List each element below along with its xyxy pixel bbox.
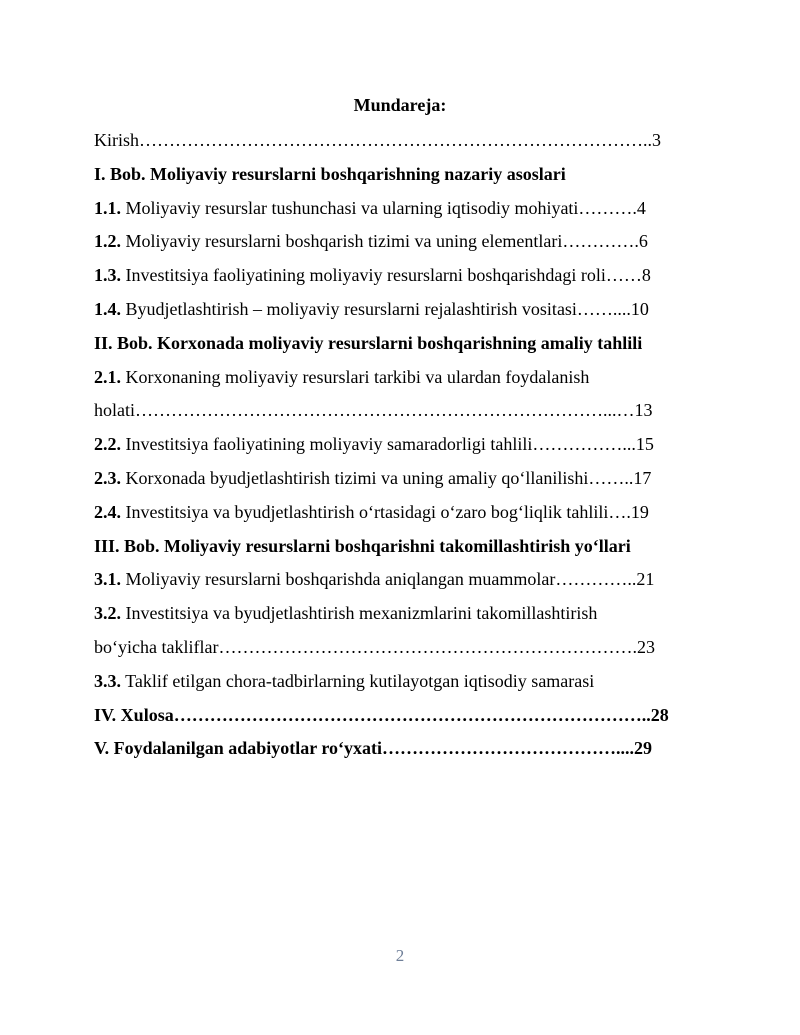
section-number: 1.1. — [94, 197, 121, 218]
toc-entry-kirish: Kirish…………………………………………………………………………..3 — [94, 130, 661, 150]
section-title: Korxonaning moliyaviy resurslari tarkibi va ulardan foydalanish — [121, 366, 590, 387]
section-title: Taklif etilgan chora-tadbirlarning kutilayotgan iqtisodiy samarasi — [121, 670, 595, 691]
toc-chapter-4: IV. Xulosa……………………………………………………………………..28 — [94, 704, 669, 725]
toc-entry-2-4 — [94, 496, 709, 530]
section-number: 2.2. — [94, 434, 121, 455]
section-number: 3.2. — [94, 603, 121, 624]
section-number: 2.3. — [94, 467, 121, 488]
section-number: 2.1. — [94, 366, 121, 387]
toc-entry-2-1-continued: holati……………………………………………………………………...…13 — [94, 400, 653, 421]
section-number: 3.1. — [94, 569, 121, 590]
toc-chapter-2: II. Bob. Korxonada moliyaviy resurslarni boshqarishning amaliy tahlili — [94, 332, 643, 353]
section-title: Investitsiya va byudjetlashtirish o‘rtasidagi o‘zaro bog‘liqlik tahlili….19 — [121, 501, 649, 522]
toc-entry-3-2 — [94, 597, 709, 631]
section-number: 3.3. — [94, 670, 121, 691]
section-title: Moliyaviy resurslarni boshqarishda aniqlangan muammolar…………..21 — [121, 569, 655, 590]
section-title: Investitsiya faoliyatining moliyaviy resurslarni boshqarishdagi roli……8 — [121, 265, 651, 286]
toc-chapter-3: III. Bob. Moliyaviy resurslarni boshqarishni takomillashtirish yo‘llari — [94, 535, 631, 556]
section-title: Moliyaviy resurslarni boshqarish tizimi va uning elementlari………….6 — [121, 231, 648, 252]
section-number: 1.4. — [94, 298, 121, 319]
toc-entry-2-2 — [94, 428, 709, 462]
toc-entry-1-2 — [94, 225, 709, 259]
section-title: Moliyaviy resurslar tushunchasi va ularning iqtisodiy mohiyati……….4 — [121, 197, 646, 218]
toc-entry-2-1 — [94, 361, 709, 395]
section-title: Korxonada byudjetlashtirish tizimi va uning amaliy qo‘llanilishi……..17 — [121, 467, 652, 488]
toc-entry-1-3 — [94, 259, 709, 293]
section-title: Investitsiya faoliyatining moliyaviy samaradorligi tahlili……………...15 — [121, 434, 654, 455]
toc-entry-1-1 — [94, 192, 709, 226]
toc-entry-2-3 — [94, 462, 709, 496]
toc-entry-3-2-continued: bo‘yicha takliflar…………………………………………………………….23 — [94, 636, 655, 657]
toc-entry-1-4 — [94, 293, 709, 327]
section-number: 2.4. — [94, 501, 121, 522]
page-number: 2 — [395, 946, 405, 965]
toc-entry-3-1 — [94, 563, 709, 597]
section-number: 1.2. — [94, 231, 121, 252]
toc-entry-3-3 — [94, 665, 709, 699]
toc-chapter-1: I. Bob. Moliyaviy resurslarni boshqarishning nazariy asoslari — [94, 163, 566, 184]
toc-chapter-5: V. Foydalanilgan adabiyotlar ro‘yxati…………………………………....29 — [94, 738, 653, 759]
section-title: Investitsiya va byudjetlashtirish mexanizmlarini takomillashtirish — [121, 603, 598, 624]
section-title: Byudjetlashtirish – moliyaviy resurslarni rejalashtirish vositasi……....10 — [121, 298, 649, 319]
toc-heading: Mundareja: — [353, 95, 447, 115]
section-number: 1.3. — [94, 265, 121, 286]
table-of-contents — [94, 124, 709, 766]
